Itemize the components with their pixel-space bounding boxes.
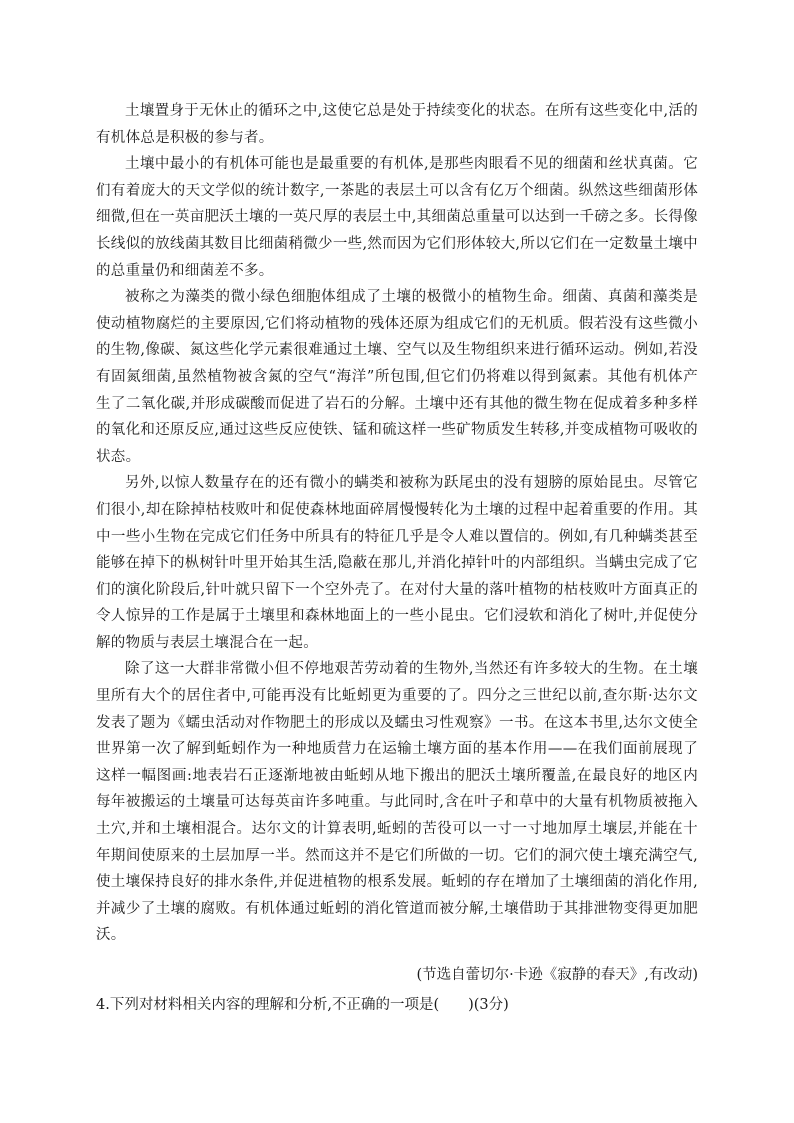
article-paragraph: 土壤中最小的有机体可能也是最重要的有机体,是那些肉眼看不见的细菌和丝状真菌。它们有着庞大的天文学似的统计数字,一茶匙的表层土可以含有亿万个细菌。纵然这些细菌形体细微,但在一英亩肥沃土壤的一英尺厚的表层土中,其细菌总重量可以达到一千磅之多。长得像长线似的放线菌其数目比细菌稍微少一些,然而因为它们形体较大,所以它们在一定数量土壤中的总重量仍和细菌差不多。 bbox=[96, 156, 698, 279]
article-paragraph: 被称之为藻类的微小绿色细胞体组成了土壤的极微小的植物生命。细菌、真菌和藻类是使动植物腐烂的主要原因,它们将动植物的残体还原为组成它们的无机质。假若没有这些微小的生物,像碳、氮这些化学元素很难通过土壤、空气以及生物组织来进行循环运动。例如,若没有固氮细菌,虽然植物被含氮的空气“海洋”所包围,但它们仍将难以得到氮素。其他有机体产生了二氧化碳,并形成碳酸而促进了岩石的分解。土壤中还有其他的微生物在促成着多种多样的氧化和还原反应,通过这些反应使铁、锰和硫这样一些矿物质发生转移,并变成植物可吸收的状态。 bbox=[96, 289, 698, 465]
article-paragraph: 土壤置身于无休止的循环之中,这使它总是处于持续变化的状态。在所有这些变化中,活的有机体总是积极的参与者。 bbox=[96, 103, 698, 146]
source-citation: (节选自蕾切尔·卡逊《寂静的春天》,有改动) bbox=[416, 967, 698, 983]
article-paragraph: 除了这一大群非常微小但不停地艰苦劳动着的生物外,当然还有许多较大的生物。在土壤里所有大个的居住者中,可能再没有比蚯蚓更为重要的了。四分之三世纪以前,查尔斯·达尔文发表了题为《蠕虫活动对作物肥土的形成以及蠕虫习性观察》一书。在这本书里,达尔文使全世界第一次了解到蚯蚓作为一种地质营力在运输土壤方面的基本作用——在我们面前展现了这样一幅图画:地表岩石正逐渐地被由蚯蚓从地下搬出的肥沃土壤所覆盖,在最良好的地区内每年被搬运的土壤量可达每英亩许多吨重。与此同时,含在叶子和草中的大量有机物质被拖入土穴,并和土壤相混合。达尔文的计算表明,蚯蚓的苦役可以一寸一寸地加厚土壤层,并能在十年期间使原来的土层加厚一半。然而这并不是它们所做的一切。它们的洞穴使土壤充满空气,使土壤保持良好的排水条件,并促进植物的根系发展。蚯蚓的存在增加了土壤细菌的消化作用,并减少了土壤的腐败。有机体通过蚯蚓的消化管道而被分解,土壤借助于其排泄物变得更加肥沃。 bbox=[96, 661, 698, 944]
article-paragraph: 另外,以惊人数量存在的还有微小的螨类和被称为跃尾虫的没有翅膀的原始昆虫。尽管它们很小,却在除掉枯枝败叶和促使森林地面碎屑慢慢转化为土壤的过程中起着重要的作用。其中一些小生物在完成它们任务中所具有的特征几乎是令人难以置信的。例如,有几种螨类甚至能够在掉下的枞树针叶里开始其生活,隐蔽在那儿,并消化掉针叶的内部组织。当螨虫完成了它们的演化阶段后,针叶就只留下一个空外壳了。在对付大量的落叶植物的枯枝败叶方面真正的令人惊异的工作是属于土壤里和森林地面上的一些小昆虫。它们浸软和消化了树叶,并促使分解的物质与表层土壤混合在一起。 bbox=[96, 475, 698, 651]
article-body bbox=[96, 98, 698, 949]
question-4-stem: 4.下列对材料相关内容的理解和分析,不正确的一项是( )(3分) bbox=[96, 997, 509, 1013]
